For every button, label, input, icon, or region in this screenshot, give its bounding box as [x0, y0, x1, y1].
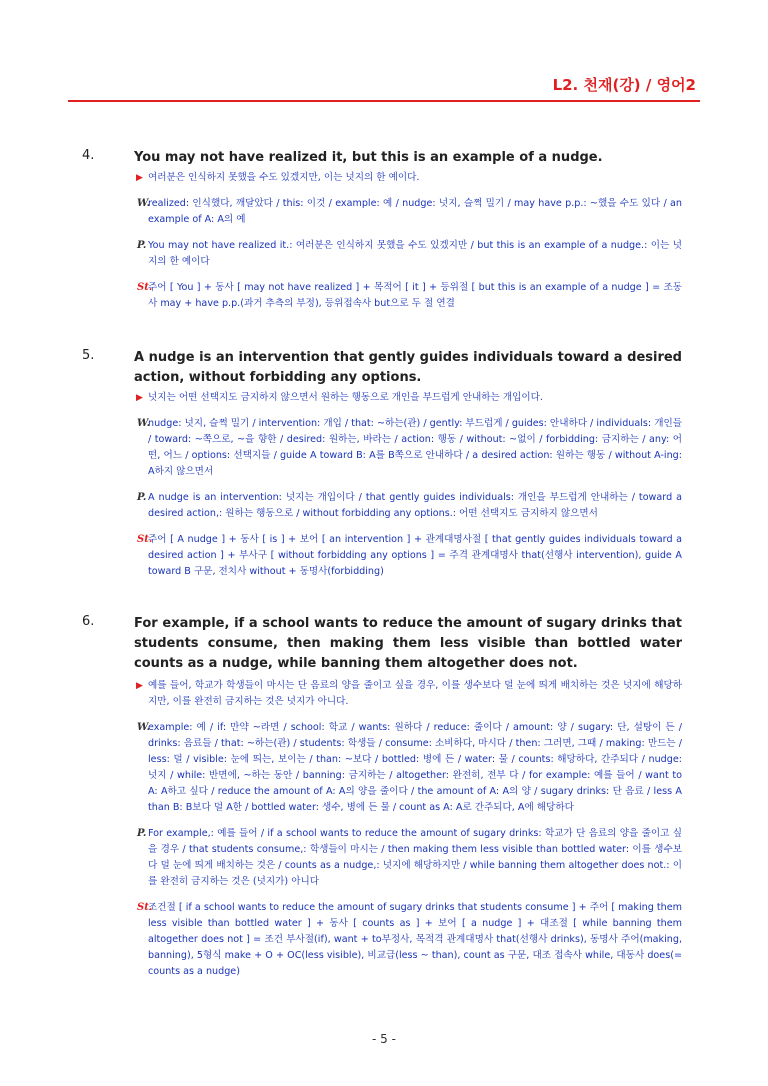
phrase-text: A nudge is an intervention: 넛지는 개입이다 / that gently guides individuals: 개인을 부드럽게 안내하는 / toward a desired action,: 원하는 행동으로 / without forbidding any options.: 어떤 선택지도 금지하지 않으면서: [148, 492, 682, 519]
vocab-label: W.: [137, 198, 151, 209]
phrase-block: [137, 238, 682, 270]
sentence-item-5: [82, 348, 682, 580]
phrase-text: You may not have realized it.: 여러분은 인식하지 못했을 수도 있겠지만 / but this is an example of a nudge.: 이는 넛지의 한 예이다: [148, 240, 682, 267]
vocab-text: example: 예 / if: 만약 ~라면 / school: 학교 / wants: 원하다 / reduce: 줄이다 / amount: 양 / sugary: 단, 설탕이 든 / drinks: 음료들 / that: ~하는(관) / students: 학생들 / consume: 소비하다, 마시다 / then: 그러면, 그때 / making: 만드는 / less: 덜 / visible: 눈에 띄는, 보이는 / than: ~보다 / bottled: 병에 든 / water: 물 / counts: 해당하다, 간주되다 / nudge: 넛지 / while: 반면에, ~하는 동안 / banning: 금지하는 / altogether: 완전히, 전부 다 / for example: 예를 들어 / want to A: A하고 싶다 / reduce the amount of A: A의 양을 줄이다 / the amount of A: A의 양 / sugary drinks: 단 음료 / less A than B: B보다 덜 A한 / bottled water: 생수, 병에 든 물 / count as A: A로 간주되다, A에 해당하다: [148, 722, 682, 813]
vocab-block: [137, 416, 682, 480]
vocab-text: realized: 인식했다, 깨달았다 / this: 이것 / example: 예 / nudge: 넛지, 슬쩍 밀기 / may have p.p.: ~했을 수도 있다 / an example of A: A의 예: [148, 198, 682, 225]
sentence-item-4: [82, 148, 682, 312]
vocab-text: nudge: 넛지, 슬쩍 밀기 / intervention: 개입 / that: ~하는(관) / gently: 부드럽게 / guides: 안내하다 / individuals: 개인들 / toward: ~쪽으로, ~을 향한 / desired: 원하는, 바라는 / action: 행동 / without: ~없이 / forbidding: 금지하는 / any: 어떤, 어느 / options: 선택지들 / guide A toward B: A를 B쪽으로 안내하다 / a desired action: 원하는 행동 / without A-ing: A하지 않으면서: [148, 418, 682, 477]
structure-label: St.: [137, 534, 153, 545]
triangle-icon: ▶: [136, 173, 143, 183]
phrase-block: [137, 490, 682, 522]
vocab-label: W.: [137, 722, 151, 733]
vocab-block: [137, 720, 682, 816]
header-title: L2. 천재(강) / 영어2: [552, 76, 696, 94]
translation: ▶ 넛지는 어떤 선택지도 금지하지 않으면서 원하는 행동으로 개인을 부드럽게 안내하는 개입이다.: [148, 390, 682, 406]
phrase-label: P.: [137, 240, 147, 251]
structure-block: [137, 532, 682, 580]
structure-label: St.: [137, 282, 153, 293]
vocab-block: [137, 196, 682, 228]
translation: ▶ 예를 들어, 학교가 학생들이 마시는 단 음료의 양을 줄이고 싶을 경우, 이를 생수보다 덜 눈에 띄게 배치하는 것은 넛지에 해당하지만, 이를 완전히 금지하는 것은 넛지가 아니다.: [136, 680, 682, 707]
english-sentence: A nudge is an intervention that gently guides individuals toward a desired action, without forbidding any options.: [134, 350, 682, 385]
triangle-icon: ▶: [136, 681, 143, 691]
structure-block: [137, 280, 682, 312]
vocab-label: W.: [137, 418, 151, 429]
structure-text: 주어 [ A nudge ] + 동사 [ is ] + 보어 [ an intervention ] + 관계대명사절 [ that gently guides individuals toward a desired action ] + 부사구 [ without forbidding any options ] = 주격 관계대명사 that(선행사 intervention), guide A toward B 구문, 전치사 without + 동명사(forbidding): [148, 534, 682, 577]
english-sentence: You may not have realized it, but this is an example of a nudge.: [134, 150, 603, 165]
structure-text: 조건절 [ if a school wants to reduce the amount of sugary drinks that students consume ] + 주어 [ making them less visible than bottled water ] + 동사 [ counts as ] + 보어 [ a nudge ] + 대조절 [ while banning them altogether does not ] = 조건 부사절(if), want + to부정사, 목적격 관계대명사 that(선행사 drinks), 동명사 주어(making, banning), 5형식 make + O + OC(less visible), 비교급(less ~ than), count as 구문, 대조 접속사 while, 대동사 does(= counts as a nudge): [148, 902, 682, 977]
phrase-text: For example,: 예를 들어 / if a school wants to reduce the amount of sugary drinks: 학교가 단 음료의 양을 줄이고 싶을 경우 / that students consume,: 학생들이 마시는 / then making them less visible than bottled water: 이를 생수보다 덜 눈에 띄게 배치하는 것은 / counts as a nudge,: 넛지에 해당하지만 / while banning them altogether does not.: 이를 완전히 금지하는 것은 (넛지가) 아니다: [148, 828, 682, 887]
item-number: 6.: [82, 614, 95, 629]
sentence-item-6: [82, 614, 682, 980]
english-sentence: For example, if a school wants to reduce the amount of sugary drinks that students consume, then making them less visible than bottled water counts as a nudge, while banning them altogether does not.: [134, 616, 682, 671]
page-number: - 5 -: [372, 1032, 396, 1046]
structure-text: 주어 [ You ] + 동사 [ may not have realized ] + 목적어 [ it ] + 등위절 [ but this is an example of a nudge ] = 조동사 may + have p.p.(과거 추측의 부정), 등위접속사 but으로 두 절 연결: [148, 282, 682, 309]
phrase-label: P.: [137, 828, 147, 839]
item-number: 4.: [82, 148, 95, 163]
structure-block: [137, 900, 682, 980]
item-number: 5.: [82, 348, 95, 363]
phrase-label: P.: [137, 492, 147, 503]
structure-label: St.: [137, 902, 153, 913]
phrase-block: [137, 826, 682, 890]
header-divider: [68, 100, 700, 102]
translation: ▶ 여러분은 인식하지 못했을 수도 있겠지만, 이는 넛지의 한 예이다.: [148, 170, 682, 186]
triangle-icon: ▶: [136, 393, 143, 403]
